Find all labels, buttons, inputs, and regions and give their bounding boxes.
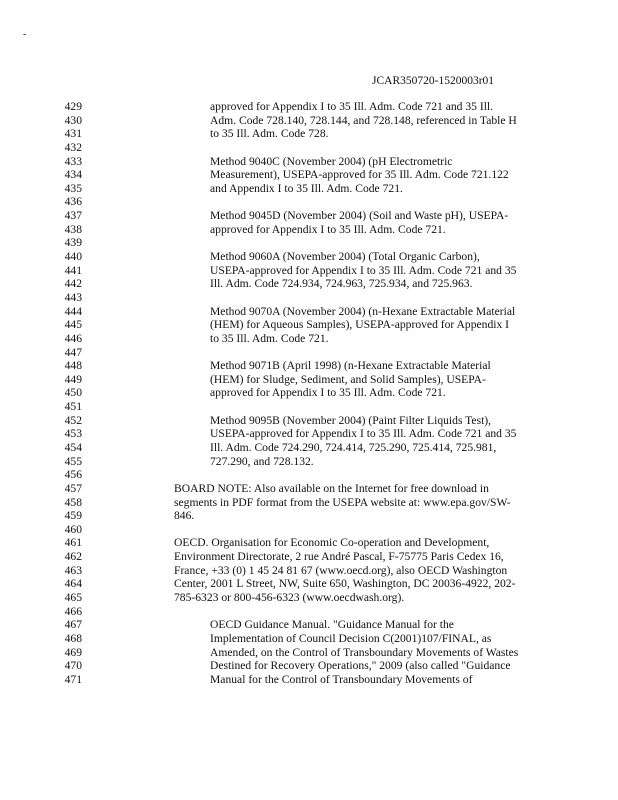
text-line [0,468,618,482]
text-line [0,182,618,196]
text-line [0,386,618,400]
text-line [0,277,618,291]
line-number: 443 [64,290,82,304]
text-line [0,127,618,141]
line-number: 452 [64,413,82,427]
line-number: 461 [64,536,82,550]
line-number: 458 [64,495,82,509]
line-text: Method 9045D (November 2004) (Soil and Waste pH), USEPA- [210,209,509,223]
text-line [0,141,618,155]
text-line [0,646,618,660]
line-text: Method 9095B (November 2004) (Paint Filter Liquids Test), [210,413,492,427]
text-line [0,550,618,564]
line-number: 441 [64,263,82,277]
line-text: Ill. Adm. Code 724.290, 724.414, 725.290, 725.414, 725.981, [210,441,497,454]
text-line [0,591,618,605]
line-text: OECD Guidance Manual. "Guidance Manual for the [210,618,454,632]
line-number: 430 [64,113,82,127]
line-number: 447 [64,345,82,359]
line-text: USEPA-approved for Appendix I to 35 Ill. Adm. Code 721 and 35 [210,427,517,441]
text-line [0,427,618,441]
line-text: (HEM) for Aqueous Samples), USEPA-approved for Appendix I [210,318,510,332]
line-number: 460 [64,522,82,536]
text-line [0,359,618,373]
line-number: 470 [64,659,82,673]
line-text: approved for Appendix I to 35 Ill. Adm. Code 721 and 35 Ill. [210,100,494,113]
line-number: 466 [64,604,82,618]
line-text: Method 9070A (November 2004) (n-Hexane Extractable Material [210,304,516,318]
line-number: 468 [64,631,82,645]
text-line [0,673,618,687]
line-text: Method 9040C (November 2004) (pH Electrometric [210,154,453,168]
line-number: 437 [64,209,82,223]
text-line [0,318,618,332]
line-text: Destined for Recovery Operations," 2009 (also called "Guidance [210,659,511,673]
line-text: approved for Appendix I to 35 Ill. Adm. Code 721. [210,222,446,236]
line-number: 465 [64,591,82,605]
text-line [0,400,618,414]
text-line [0,482,618,496]
text-line [0,632,618,646]
text-line [0,414,618,428]
text-line [0,509,618,523]
line-number: 438 [64,222,82,236]
line-number: 462 [64,550,82,564]
line-number: 429 [64,100,82,113]
text-line [0,223,618,237]
line-number: 453 [64,427,82,441]
line-text: Measurement), USEPA-approved for 35 Ill. Adm. Code 721.122 [210,168,509,182]
line-number: 442 [64,277,82,291]
line-number: 463 [64,563,82,577]
text-line [0,373,618,387]
line-text: Center, 2001 L Street, NW, Suite 650, Washington, DC 20036-4922, 202- [174,577,516,591]
line-text: France, +33 (0) 1 45 24 81 67 (www.oecd.org), also OECD Washington [174,563,508,577]
text-line [0,236,618,250]
line-number: 456 [64,468,82,482]
line-number: 433 [64,154,82,168]
line-number: 451 [64,400,82,414]
line-number: 467 [64,618,82,632]
line-number: 431 [64,127,82,141]
line-text: to 35 Ill. Adm. Code 721. [210,331,329,345]
text-line [0,496,618,510]
text-line [0,577,618,591]
line-number: 455 [64,454,82,468]
line-number: 436 [64,195,82,209]
line-number: 440 [64,250,82,264]
text-line [0,155,618,169]
line-text: and Appendix I to 35 Ill. Adm. Code 721. [210,181,403,195]
line-number: 471 [64,672,82,686]
text-line [0,564,618,578]
text-line [0,209,618,223]
text-line [0,523,618,537]
line-text: OECD. Organisation for Economic Co-operation and Development, [174,536,490,550]
text-line [0,291,618,305]
line-text: Ill. Adm. Code 724.934, 724.963, 725.934, and 725.963. [210,277,473,291]
line-number: 459 [64,509,82,523]
text-line [0,618,618,632]
line-number: 432 [64,140,82,154]
text-line [0,114,618,128]
text-line [0,250,618,264]
document-id-header: JCAR350720-1520003r01 [372,75,495,87]
line-text: BOARD NOTE: Also available on the Internet for free download in [174,481,489,495]
line-number: 439 [64,236,82,250]
text-line [0,346,618,360]
text-line [0,264,618,278]
line-number: 449 [64,372,82,386]
line-number: 464 [64,577,82,591]
text-line [0,605,618,619]
page-mark: - [23,29,27,40]
line-text: Adm. Code 728.140, 728.144, and 728.148, referenced in Table H [210,113,517,127]
text-line [0,195,618,209]
line-text: to 35 Ill. Adm. Code 728. [210,127,329,141]
text-line [0,332,618,346]
text-line [0,100,618,114]
line-text: approved for Appendix I to 35 Ill. Adm. Code 721. [210,386,446,400]
line-text: segments in PDF format from the USEPA website at: www.epa.gov/SW- [174,495,511,509]
line-number: 435 [64,181,82,195]
line-number: 444 [64,304,82,318]
text-line [0,536,618,550]
line-text: Amended, on the Control of Transboundary Movements of Wastes [210,645,519,659]
line-number: 445 [64,318,82,332]
text-line [0,455,618,469]
line-text: 785-6323 or 800-456-6323 (www.oecdwash.org). [174,591,405,605]
line-number: 446 [64,331,82,345]
line-text: Environment Directorate, 2 rue André Pascal, F-75775 Paris Cedex 16, [174,550,504,564]
text-line [0,659,618,673]
line-text: (HEM) for Sludge, Sediment, and Solid Samples), USEPA- [210,372,486,386]
line-number: 434 [64,168,82,182]
text-line [0,305,618,319]
text-line [0,168,618,182]
text-line [0,441,618,455]
line-text: Manual for the Control of Transboundary Movements of [210,672,473,686]
line-number: 448 [64,359,82,373]
line-text: USEPA-approved for Appendix I to 35 Ill. Adm. Code 721 and 35 [210,263,517,277]
line-number: 450 [64,386,82,400]
line-number: 457 [64,481,82,495]
line-text: Implementation of Council Decision C(2001)107/FINAL, as [210,631,492,645]
line-number: 469 [64,645,82,659]
line-number: 454 [64,441,82,454]
line-text: 846. [174,509,195,523]
line-text: Method 9060A (November 2004) (Total Organic Carbon), [210,250,480,264]
line-text: 727.290, and 728.132. [210,454,314,468]
line-text: Method 9071B (April 1998) (n-Hexane Extractable Material [210,359,491,373]
